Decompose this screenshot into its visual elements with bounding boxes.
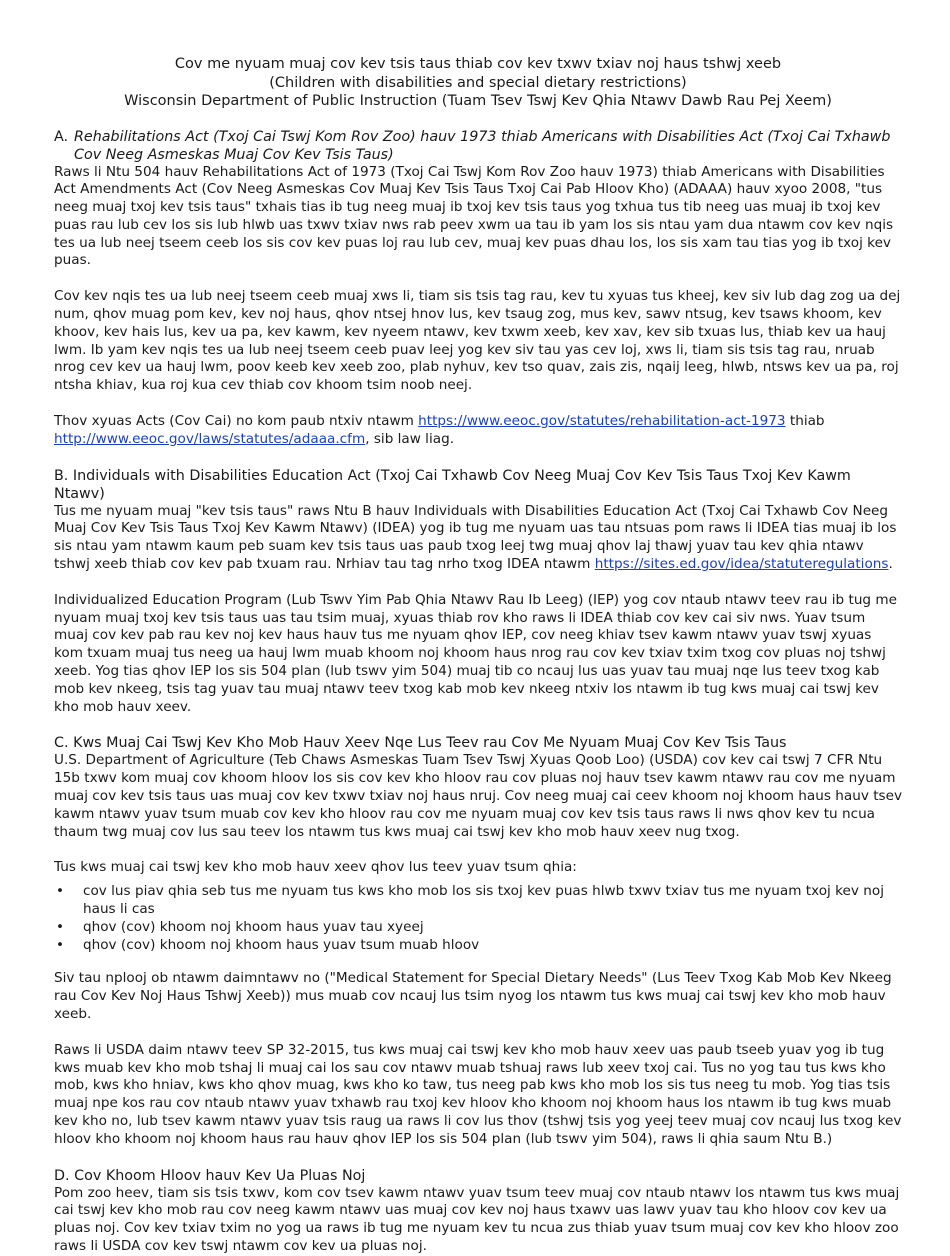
section-b-paragraph-2: Individualized Education Program (Lub Tswv Yim Pab Qhia Ntawv Rau Ib Leeg) (IEP) yog cov ntaub ntawv teev rau ib tug me nyuam muaj txoj kev tsis taus uas tau tsim muaj, xyuas thiab rov kho raws li IDEA thiab cov kev cai siv nws. Yuav tsum muaj cov kev pab rau kev noj kev haus hauv tus me nyuam qhov IEP, cov neeg khiav tsev kawm ntawv yuav tswj xyuas kom txuam muaj tus neeg ua hauj lwm muab khoom noj khoom haus nrog rau cov kev txiav txim txog cov pluas noj tshwj xeeb. Yog tias qhov IEP los sis 504 plan (lub tswv yim 504) muaj tib co ncauj lus uas yuav tau muaj nqe lus teev txog kab mob kev nkeeg, tsis tag yuav tau muaj ntawv teev txog kab mob kev nkeeg ntxiv los ntawm ib tug kws muaj cai tswj kev kho mob hauv xeev. xyxy=(54,591,897,715)
section-b-paragraph-1 xyxy=(54,503,902,574)
header-title-english: (Children with disabilities and special dietary restrictions) xyxy=(269,74,687,91)
adaaa-link[interactable]: http://www.eeoc.gov/laws/statutes/adaaa.cfm xyxy=(54,430,366,447)
section-a-p3-text: Thov xyuas Acts (Cov Cai) no kom paub ntxiv ntawm xyxy=(54,413,419,430)
section-c xyxy=(54,734,902,1148)
section-b xyxy=(54,467,902,717)
list-item: • qhov (cov) khoom noj khoom haus yuav tau xyeej xyxy=(54,919,902,937)
section-a-title xyxy=(54,128,902,164)
section-b-title: B. Individuals with Disabilities Education Act (Txoj Cai Txhawb Cov Neeg Muaj Cov Kev Tsis Taus Txoj Kev Kawm Ntawv) xyxy=(54,467,851,502)
idea-regulations-link[interactable]: https://sites.ed.gov/idea/statuteregulations xyxy=(594,556,889,573)
section-a xyxy=(54,128,902,449)
section-a-paragraph-2: Cov kev nqis tes ua lub neej tseem ceeb muaj xws li, tiam sis tsis tag rau, kev tu xyuas tus kheej, kev siv lub dag zog ua dej num, qhov muag pom kev, kev noj haus, qhov ntsej hnov lus, kev tsaug zog, mus kev, sawv ntsug, kev tsaws khoom, kev khoov, kev hais lus, kev ua pa, kev kawm, kev nyeem ntawv, kev txwm xeeb, kev xav, kev sib txuas lus, thiab kev ua hauj lwm. Ib yam kev nqis tes ua lub neej tseem ceeb puav leej yog kev siv tau yas cev loj, xws li, tiam sis tsis tag rau, nruab nrog cev kev ua hauj lwm, poov keeb kev xeeb zoo, plab nyhuv, kev tso quav, zais zis, nqaij leeg, hlwb, ntsws kev ua pa, roj ntsha khiav, kua roj kua cev thiab cov khoom tsim noob neej. xyxy=(54,288,901,394)
section-d-paragraph-1: Pom zoo heev, tiam sis tsis txwv, kom cov tsev kawm ntawv yuav tsum teev muaj cov ntaub ntawv los ntawm tus kws muaj cai tswj kev kho mob rau cov neeg kawm ntawv uas muaj cov kev noj haus txawv uas lawv yuav tau kho hloov cov kev ua pluas noj. Cov kev txiav txim no yog ua raws ib tug me nyuam kev tu ncua zus thiab yuav tsum muaj cov kev kho hloov zoo raws li USDA cov kev tswj ntawm cov kev ua pluas noj. xyxy=(54,1184,900,1254)
list-item: • qhov (cov) khoom noj khoom haus yuav tsum muab hloov xyxy=(54,937,902,955)
section-a-title-text: Rehabilitations Act (Txoj Cai Tswj Kom Rov Zoo) hauv 1973 thiab Americans with Disabilities Act (Txoj Cai Txhawb Cov Neeg Asmeskas Muaj Cov Kev Tsis Taus) xyxy=(74,128,891,163)
section-c-paragraph-3: Siv tau nplooj ob ntawm daimntawv no ("Medical Statement for Special Dietary Needs" (Lus Teev Txog Kab Mob Kev Nkeeg rau Cov Kev Noj Haus Tshwj Xeeb)) mus muab cov ncauj lus tsim nyog los ntawm tus kws muaj cai tswj kev kho mob hauv xeeb. xyxy=(54,970,892,1022)
section-a-letter: A. xyxy=(54,128,69,145)
section-b-p1-text: Tus me nyuam muaj "kev tsis taus" raws Ntu B hauv Individuals with Disabilities Education Act (Txoj Cai Txhawb Cov Neeg Muaj Cov Kev Tsis Taus Txoj Kev Kawm Ntawv) (IDEA) yog ib tug me nyuam uas tau ntsuas pom raws li IDEA tias muaj ib los sis ntau yam ntawm kaum peb suam kev tsis taus uas paub txog leej twg muaj qhov laj thawj yuav tau kev qhia ntawv tshwj xeeb thiab cov kev pab txuam rau. Nrhiav tau tag nrho txog IDEA ntawm xyxy=(54,502,897,573)
document-header xyxy=(54,55,902,111)
section-a-p3-mid: thiab xyxy=(785,413,825,430)
section-c-paragraph-4: Raws li USDA daim ntawv teev SP 32-2015, tus kws muaj cai tswj kev kho mob hauv xeev uas paub tseeb yuav yog ib tug kws muab kev kho mob tshaj li muaj cai los sau cov ntawv muab tshuaj raws lub xeev txoj cai. Tus no yog tau tus kws kho mob, kws kho hniav, kws kho qhov muag, kws kho ko taw, tus neeg pab kws kho mob los sis tus neeg tu mob. Yog tias tsis muaj npe kos rau cov ntaub ntawv yuav txhawb rau txoj kev hloov kho khoom noj khoom haus los ntawm ib tug kws muab kev kho no, lub tsev kawm ntawv yuav tsis raug ua raws li cov lus thov (tshwj tsis yog yeej teev muaj cov ncauj lus txog kev hloov kho khoom noj khoom haus rau hauv qhov IEP los sis 504 plan (lub tswv yim 504), raws li qhia saum Ntu B.) xyxy=(54,1041,902,1147)
section-d xyxy=(54,1167,902,1256)
section-c-title: C. Kws Muaj Cai Tswj Kev Kho Mob Hauv Xeev Nqe Lus Teev rau Cov Me Nyuam Muaj Cov Kev Tsis Taus xyxy=(54,735,787,752)
section-c-paragraph-2: Tus kws muaj cai tswj kev kho mob hauv xeev qhov lus teev yuav tsum qhia: xyxy=(54,859,577,876)
section-a-paragraph-3 xyxy=(54,413,902,449)
section-c-paragraph-1: U.S. Department of Agriculture (Teb Chaws Asmeskas Tuam Tsev Tswj Xyuas Qoob Loo) (USDA) cov kev cai tswj 7 CFR Ntu 15b txwv kom muaj cov khoom hloov los sis cov kev kho hloov rau cov pluas noj hauv tsev kawm ntawv rau cov me nyuam muaj cov kev tsis taus uas muaj cov kev txwv txiav noj haus nruj. Cov neeg muaj cai ceev khoom noj khoom haus hauv tsev kawm ntawv yuav tsum muab cov kev kho hloov rau cov me nyuam muaj cov kev tsis taus raws li nws qhov kev tu ncua thaum twg muaj cov lus sau teev los ntawm tus kws muaj cai tswj kev kho mob hauv xeev nug txog. xyxy=(54,752,903,840)
section-a-paragraph-1: Raws li Ntu 504 hauv Rehabilitations Act of 1973 (Txoj Cai Tswj Kom Rov Zoo hauv 1973) thiab Americans with Disabilities Act Amendments Act (Cov Neeg Asmeskas Cov Muaj Kev Tsis Taus Txoj Cai Pab Hloov Kho) (ADAAA) hauv xyoo 2008, "tus neeg muaj txoj kev tsis taus" txhais tias ib tug neeg muaj ib txoj kev tsis taus yog txhua tus tib neeg uas muaj ib txoj kev puas rau lub cev los sis lub hlwb uas txwv txiav nws rab peev xwm ua tau ib yam los sis ntau yam dua ntawm cov kev nqis tes ua lub neej tseem ceeb los sis cov kev puas loj rau lub cev, muaj kev puas dhau los, los sis xam tau tias yog ib txoj kev puas. xyxy=(54,163,894,269)
list-item: • cov lus piav qhia seb tus me nyuam tus kws kho mob los sis txoj kev puas hlwb txwv txiav tus me nyuam txoj kev noj haus li cas xyxy=(54,883,902,919)
section-c-bullet-list xyxy=(54,883,902,954)
header-agency: Wisconsin Department of Public Instruction (Tuam Tsev Tswj Kev Qhia Ntawv Dawb Rau Pej Xeem) xyxy=(124,93,832,109)
header-title-hmong: Cov me nyuam muaj cov kev tsis taus thiab cov kev txwv txiav noj haus tshwj xeeb xyxy=(174,56,782,72)
rehabilitation-act-link[interactable]: https://www.eeoc.gov/statutes/rehabilitation-act-1973 xyxy=(418,413,786,430)
section-a-p3-end: , sib law liag. xyxy=(365,430,455,447)
section-d-title: D. Cov Khoom Hloov hauv Kev Ua Pluas Noj xyxy=(54,1167,366,1184)
section-b-p1-end: . xyxy=(888,556,893,573)
